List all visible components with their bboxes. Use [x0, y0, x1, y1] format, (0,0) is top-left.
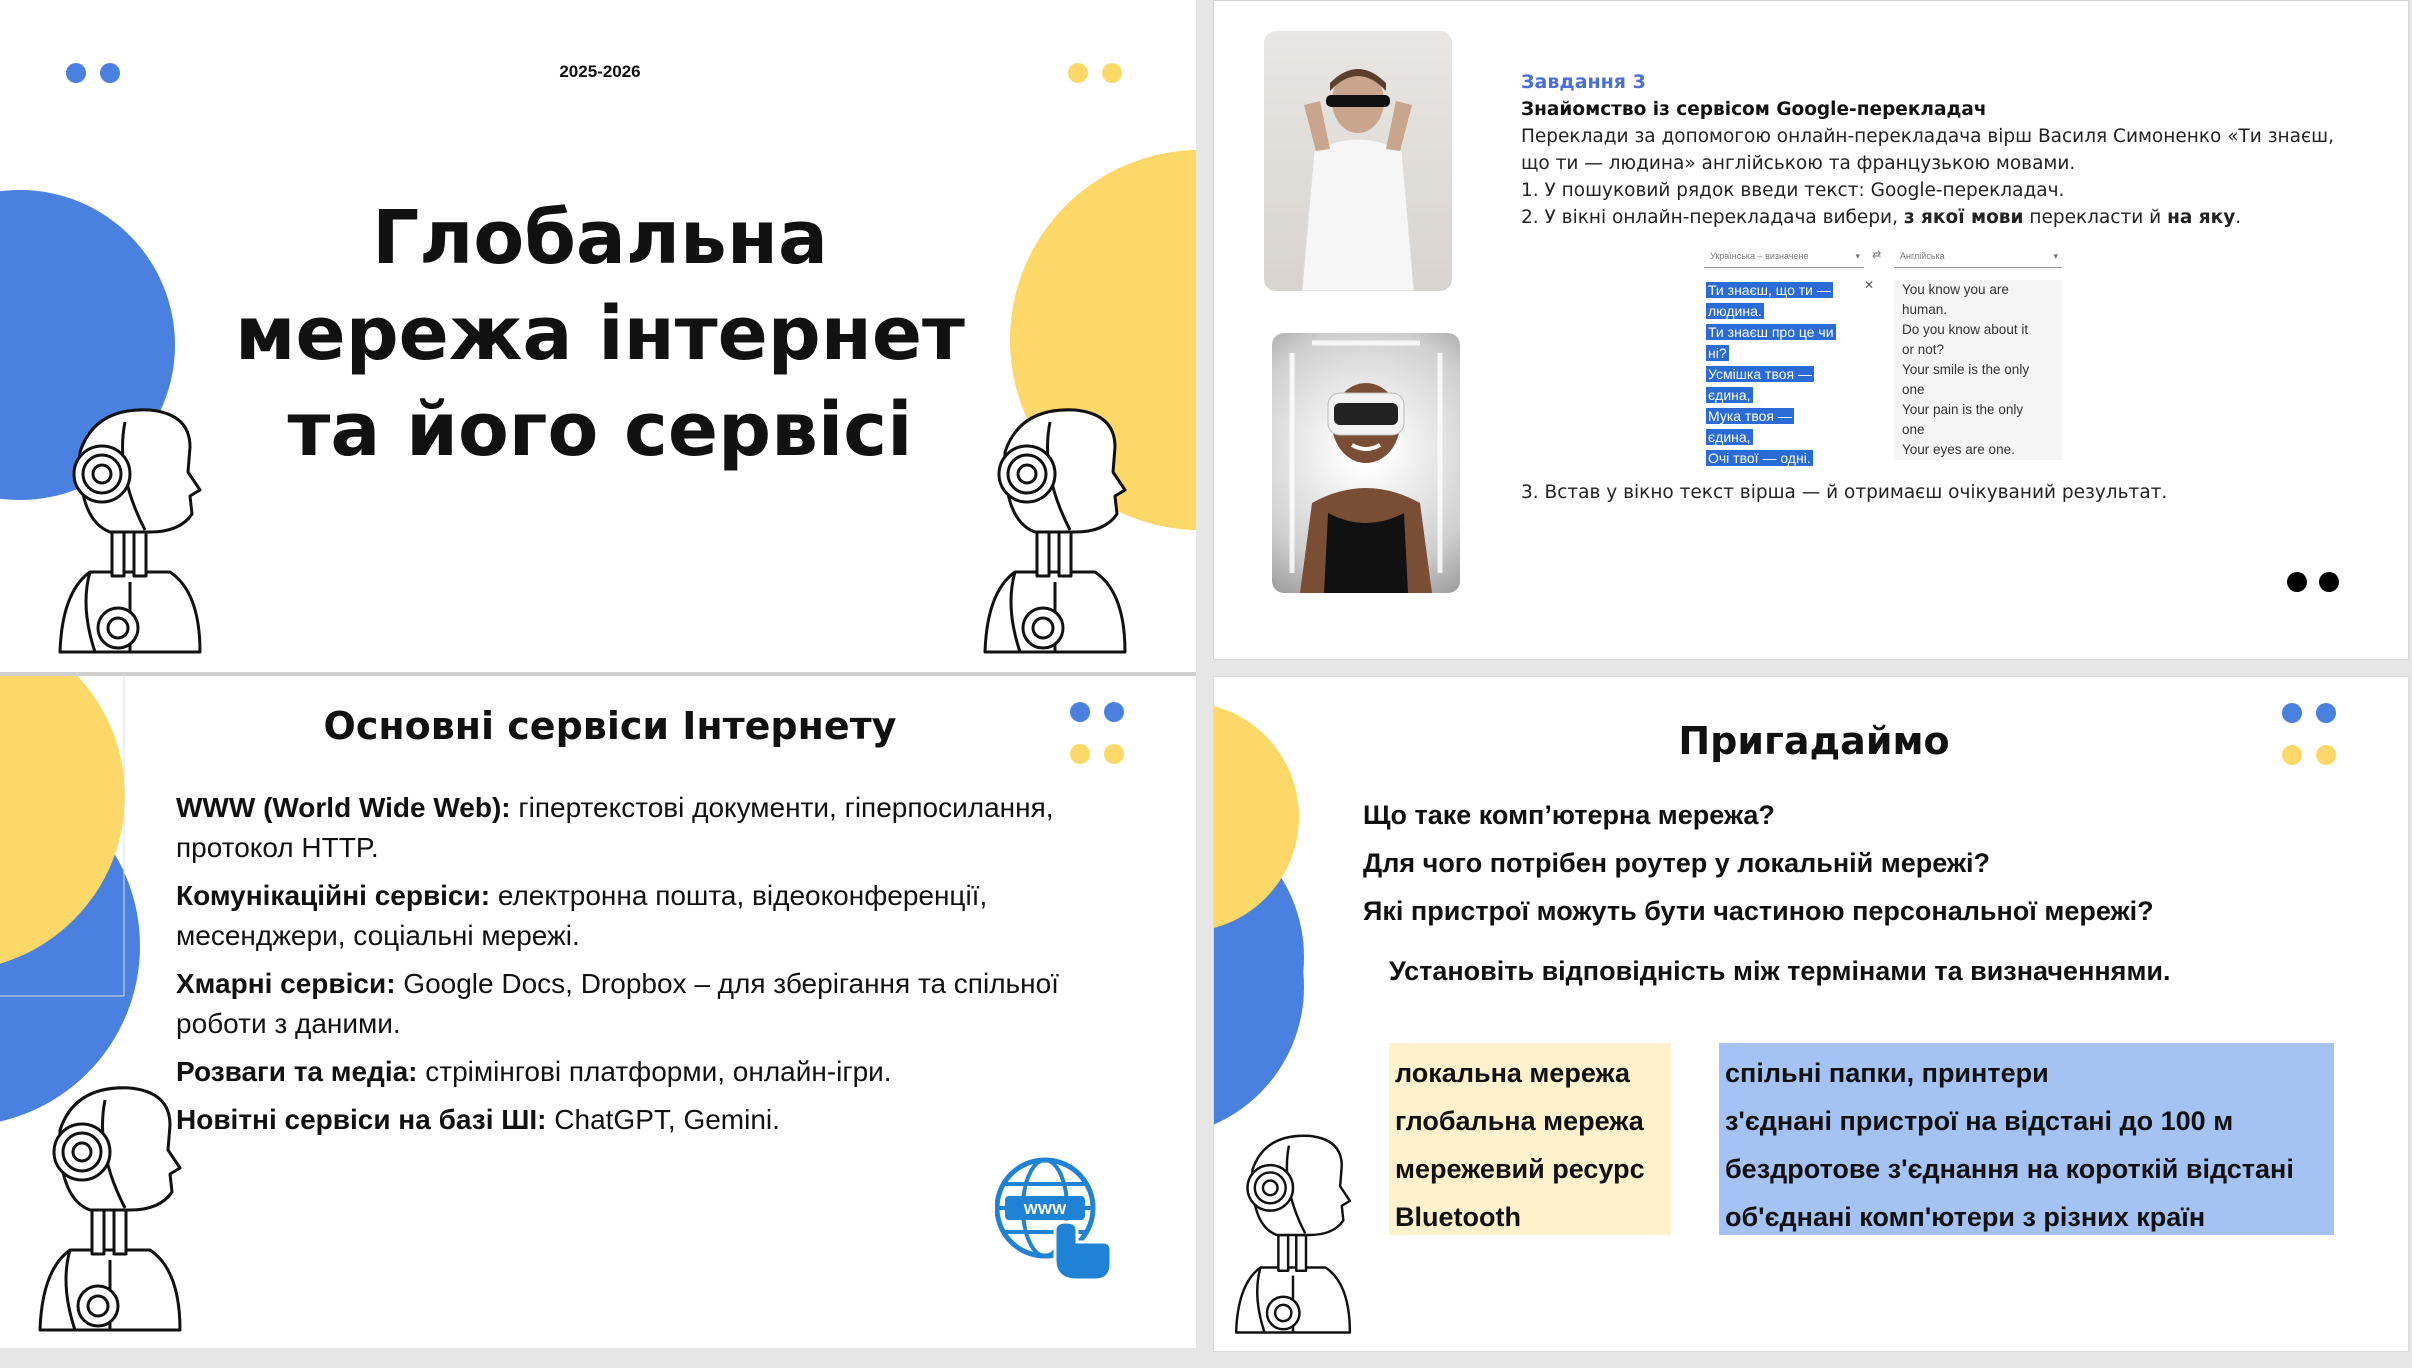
school-year: 2025-2026 [559, 62, 641, 81]
translation-line: or not? [1902, 342, 1945, 357]
decor-dot [1104, 702, 1124, 722]
swap-languages-icon[interactable]: ⇄ [1872, 249, 1882, 261]
decor-dot [2287, 572, 2307, 592]
translation-output [1894, 280, 2062, 460]
source-line: єдина, [1708, 387, 1751, 403]
translation-line: Your pain is the only [1902, 402, 2024, 417]
term: локальна мережа [1395, 1058, 1631, 1088]
svg-text:WWW: WWW [1023, 1201, 1067, 1218]
question: Для чого потрібен роутер у локальній мережі? [1363, 848, 1991, 878]
vr-glasses-man-photo [1264, 31, 1452, 291]
service-item-www: WWW (World Wide Web): гіпертекстові документи, гіперпосилання, протокол HTTP. [176, 792, 1054, 863]
translation-line: one [1902, 422, 1925, 437]
definition: з'єднані пристрої на відстані до 100 м [1725, 1106, 2234, 1136]
decor-dot [2316, 745, 2336, 765]
service-item-cloud: Хмарні сервіси: Google Docs, Dropbox – для зберігання та спільної роботи з даними. [176, 968, 1059, 1039]
presentation-title: Глобальна мережа інтернет та його сервісі [235, 195, 965, 473]
question: Які пристрої можуть бути частиною персональної мережі? [1363, 896, 2154, 926]
term: мережевий ресурс [1395, 1154, 1645, 1184]
www-globe-icon [995, 1156, 1115, 1286]
task-step-1: 1. У пошуковий рядок введи текст: Google-перекладач. [1521, 180, 2065, 201]
matching-task: Установіть відповідність між термінами та визначеннями. [1389, 956, 2171, 986]
source-line: Мука твоя — [1708, 408, 1792, 424]
task-content [1521, 69, 2341, 231]
source-line: Усмішка твоя — [1708, 366, 1812, 382]
task-step-2: 2. У вікні онлайн-перекладача вибери, з якої мови перекласти й на яку. [1521, 207, 2242, 228]
slide-title: Пригадаймо [1678, 719, 1950, 763]
robot-illustration [50, 392, 210, 672]
decor-dot [2282, 703, 2302, 723]
source-text-area[interactable] [1706, 280, 1856, 469]
robot-illustration [30, 1070, 190, 1348]
source-line: ні? [1708, 345, 1727, 361]
service-item-ai: Новітні сервіси на базі ШІ: ChatGPT, Gemini. [176, 1104, 780, 1135]
slide-internet-services[interactable] [0, 672, 1196, 1348]
robot-illustration [1228, 1121, 1358, 1349]
question: Що таке комп’ютерна мережа? [1363, 800, 1775, 830]
decor-dot [66, 63, 86, 83]
source-line: Ти знаєш про це чи [1708, 324, 1834, 340]
decor-dot [1070, 702, 1090, 722]
definition: бездротове з'єднання на короткій відстані [1725, 1154, 2294, 1184]
questions-list [1363, 791, 2263, 935]
translation-line: one [1902, 382, 1925, 397]
decor-dot [1102, 63, 1122, 83]
task-label: Завдання 3 [1521, 71, 1646, 93]
services-list [176, 788, 1076, 1140]
task-step-3: 3. Встав у вікно текст вірша — й отримаєш очікуваний результат. [1521, 482, 2168, 503]
clear-text-icon[interactable]: ✕ [1864, 278, 1875, 292]
decor-dot [2316, 703, 2336, 723]
decor-dot [100, 63, 120, 83]
definition: спільні папки, принтери [1725, 1058, 2049, 1088]
source-line: Очі твої — одні. [1708, 450, 1811, 466]
terms-column [1389, 1043, 1671, 1235]
task-title: Знайомство із сервісом Google-перекладач [1521, 99, 1987, 120]
slide-recall[interactable] [1213, 676, 2409, 1352]
task-intro: Переклади за допомогою онлайн-перекладача вірш Василя Симоненко «Ти знаєш, що ти — людина» англійською та французькою мовами. [1521, 126, 2334, 174]
source-line: людина. [1708, 303, 1762, 319]
source-language-select[interactable]: Українська – визначене ▾ [1704, 244, 1864, 268]
definitions-column [1719, 1043, 2334, 1235]
robot-illustration [975, 392, 1135, 672]
translation-line: Your eyes are one. [1902, 442, 2015, 457]
slide-task-3[interactable] [1213, 0, 2409, 660]
google-translate-screenshot [1704, 244, 2084, 464]
translation-line: Your smile is the only [1902, 362, 2030, 377]
decor-dot [2319, 572, 2339, 592]
slide-title: Основні сервіси Інтернету [323, 704, 897, 748]
vr-headset-woman-photo [1272, 333, 1460, 593]
term: Bluetooth [1395, 1202, 1521, 1232]
decor-dot [1068, 63, 1088, 83]
translation-line: Do you know about it [1902, 322, 2029, 337]
translation-line: human. [1902, 302, 1948, 317]
translation-line: You know you are [1902, 282, 2009, 297]
target-language-select[interactable]: Англійська ▾ [1894, 244, 2062, 268]
source-line: Ти знаєш, що ти — [1708, 282, 1831, 298]
service-item-communication: Комунікаційні сервіси: електронна пошта, відеоконференції, месенджери, соціальні мережі. [176, 880, 988, 951]
decor-dot [1070, 744, 1090, 764]
decor-dot [2282, 745, 2302, 765]
slide-title[interactable] [0, 0, 1196, 672]
definition: об'єднані комп'ютери з різних країн [1725, 1202, 2206, 1232]
decor-dot [1104, 744, 1124, 764]
source-line: єдина, [1708, 429, 1751, 445]
term: глобальна мережа [1395, 1106, 1644, 1136]
service-item-media: Розваги та медіа: стрімінгові платформи, онлайн-ігри. [176, 1056, 892, 1087]
